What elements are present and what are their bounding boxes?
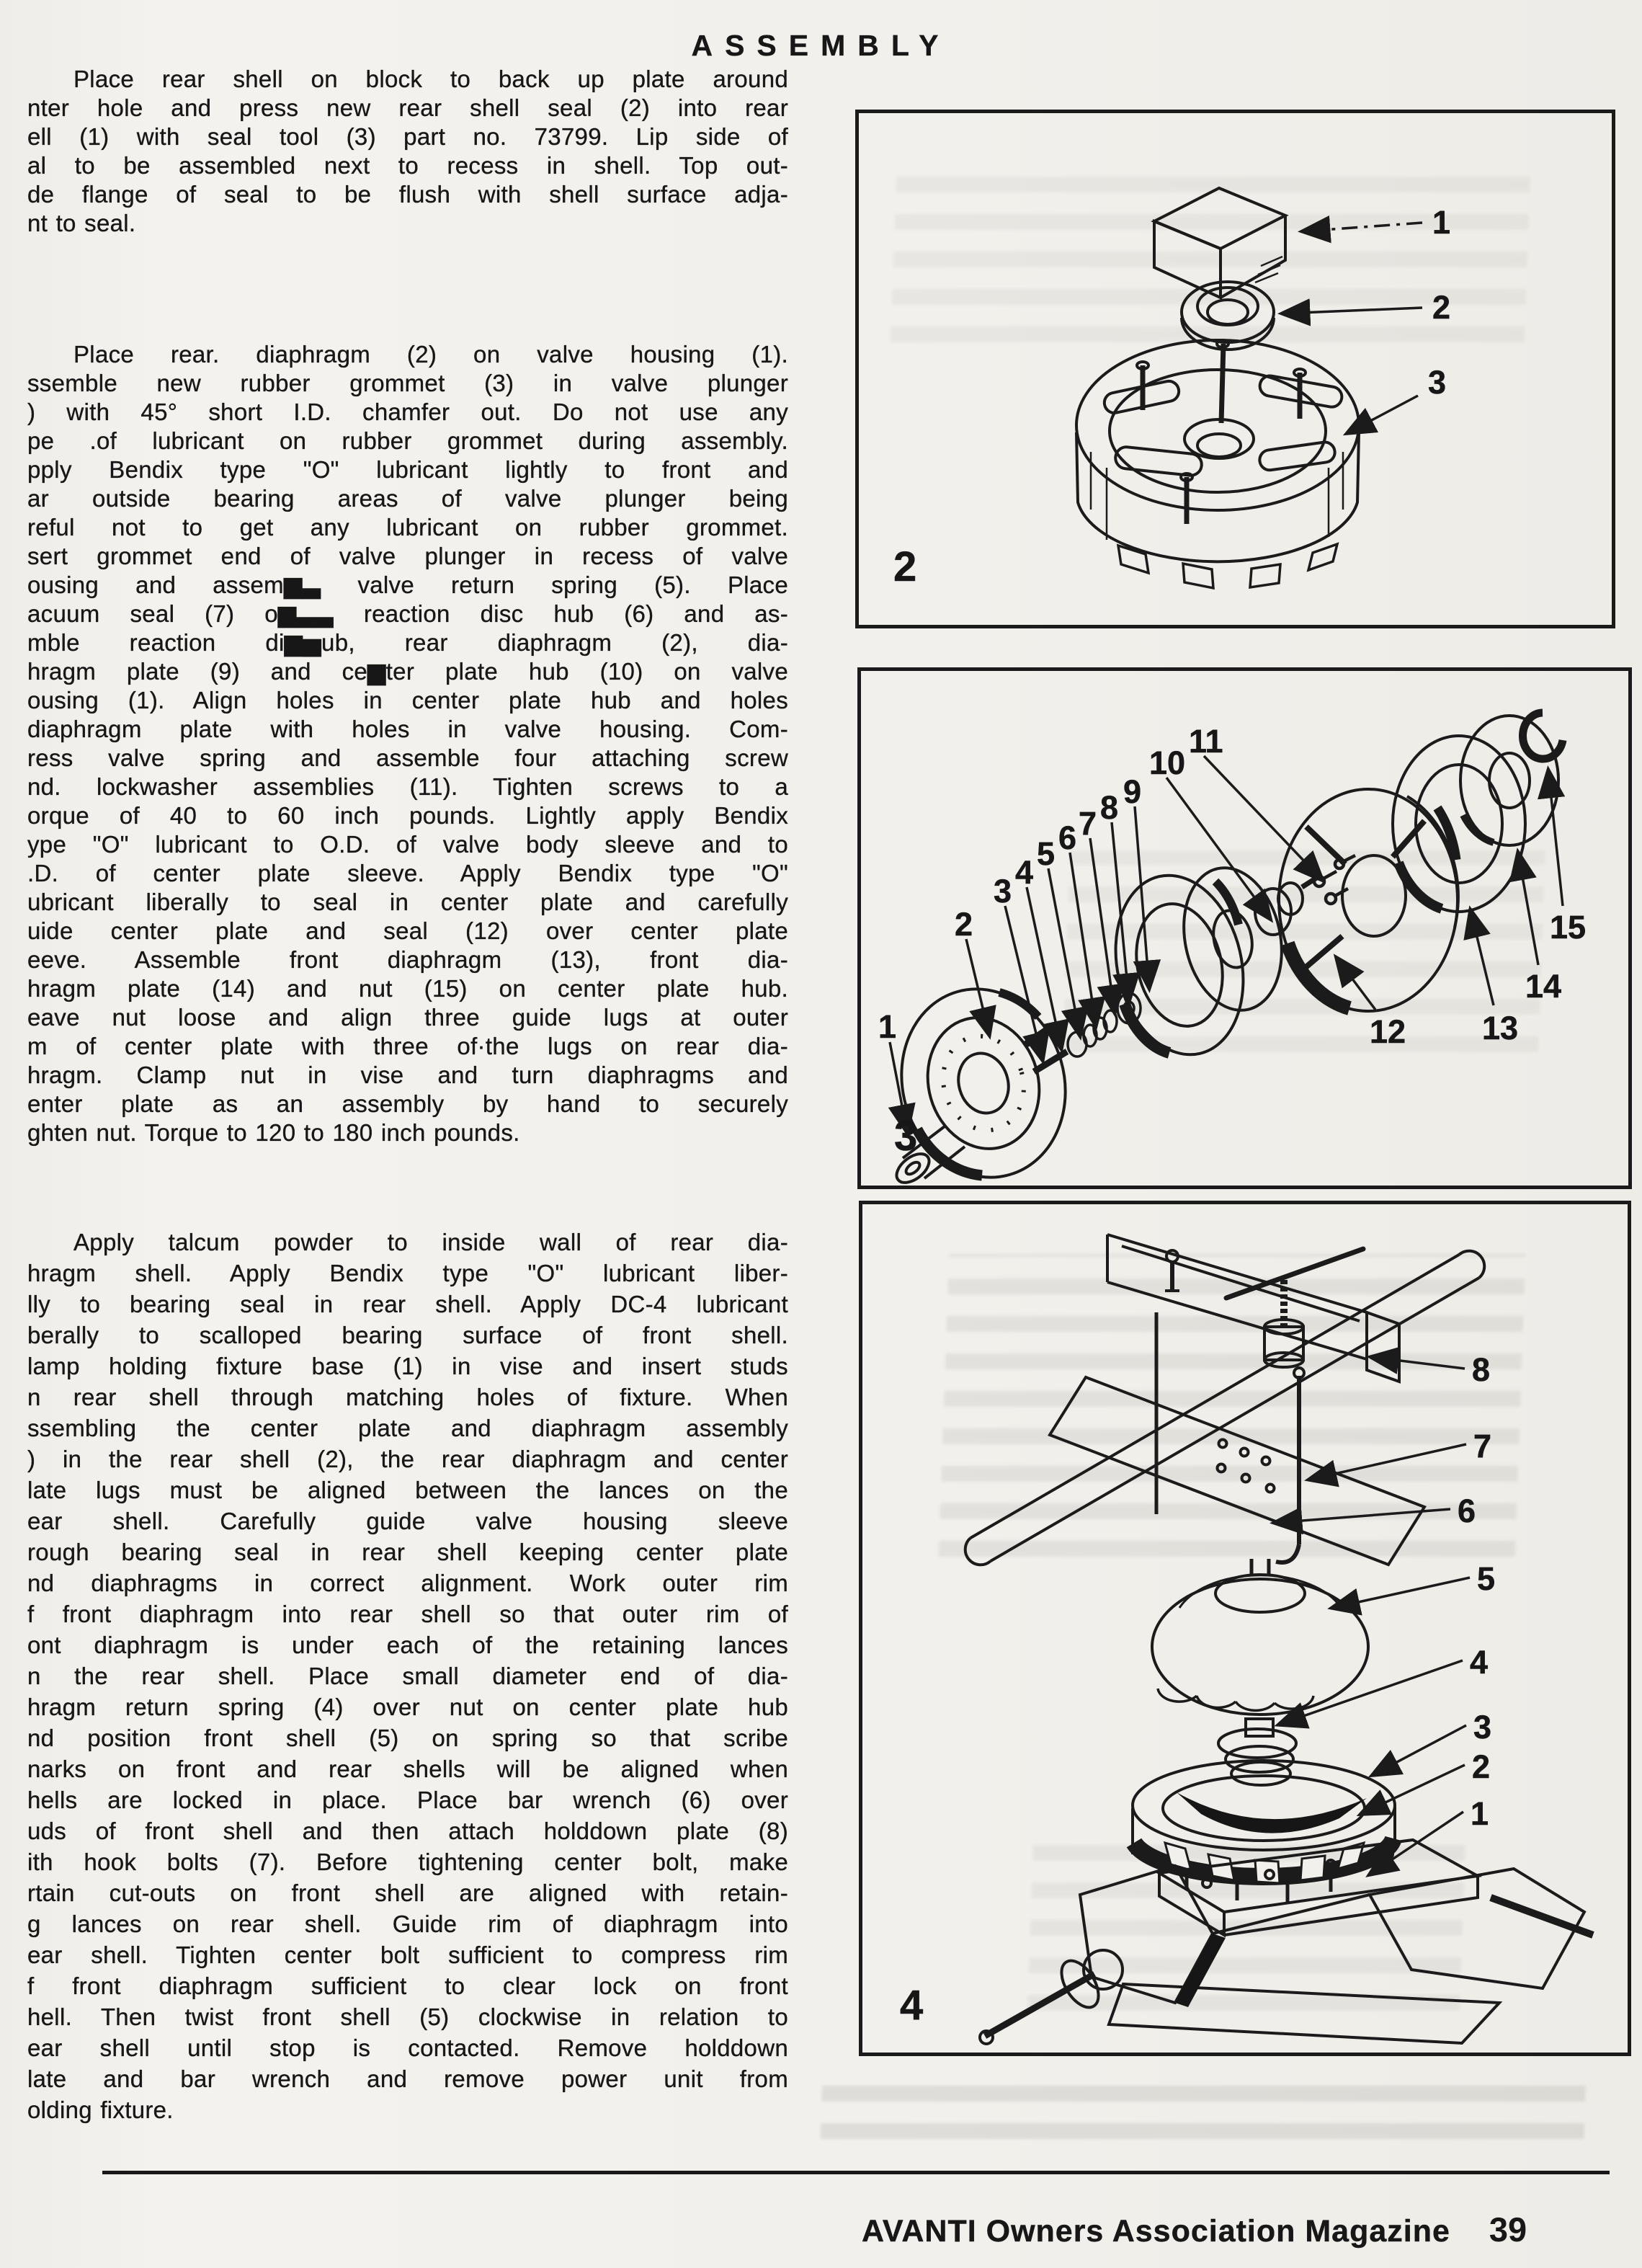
article-text-column: [27, 65, 788, 2125]
text-line: f front diaphragm sufficient to clear lock on front: [27, 1973, 788, 1999]
callout-label: 6: [1458, 1493, 1476, 1529]
figure-panel-holding-fixture-vise: [859, 1201, 1631, 2056]
text-line: Place rear. diaphragm (2) on valve housing (1).: [73, 341, 788, 368]
text-line: m of center plate with three of·the lugs on rear dia-: [27, 1033, 788, 1059]
callout-label: 6: [1058, 819, 1077, 856]
text-line: narks on front and rear shells will be aligned when: [27, 1756, 788, 1782]
callout-label: 13: [1482, 1010, 1519, 1046]
text-line: f front diaphragm into rear shell so that outer rim of: [27, 1601, 788, 1627]
paragraph: [27, 1227, 788, 2125]
text-line: enter plate as an assembly by hand to securely: [27, 1090, 788, 1117]
callout-arrows: [890, 756, 1563, 1132]
text-line: .D. of center plate sleeve. Apply Bendix type "O": [27, 860, 788, 886]
callout-label: 9: [1123, 773, 1142, 810]
callout-label: 4: [1470, 1644, 1489, 1681]
text-line: rtain cut-outs on front shell are aligned with retain-: [27, 1880, 788, 1906]
text-line: mble reaction di▆▅ub, rear diaphragm (2), dia-: [27, 629, 788, 656]
text-line: pply Bendix type "O" lubricant lightly to front and: [27, 456, 788, 483]
page-footer: [862, 2210, 1527, 2249]
callout-label: 15: [1550, 909, 1587, 946]
callout-label: 1: [878, 1008, 897, 1045]
text-line: al to be assembled next to recess in shell. Top out-: [27, 152, 788, 179]
vise-handle: [985, 1974, 1094, 2036]
callout-label: 8: [1100, 789, 1119, 826]
text-line: ont diaphragm is under each of the retaining lances: [27, 1632, 788, 1658]
callout-label: 2: [1472, 1748, 1491, 1785]
paragraph: [27, 65, 788, 238]
text-line: lamp holding fixture base (1) in vise and insert studs: [27, 1353, 788, 1379]
bleed-through-ghosting: [820, 2070, 1586, 2139]
text-line: ell (1) with seal tool (3) part no. 73799. Lip side of: [27, 123, 788, 150]
text-line: ssemble new rubber grommet (3) in valve plunger: [27, 370, 788, 396]
text-line: nd. lockwasher assemblies (11). Tighten screws to a: [27, 773, 788, 800]
callout-label: 8: [1472, 1351, 1491, 1388]
figure-number-label: 2: [893, 543, 917, 590]
text-line: Place rear shell on block to back up plate around: [73, 66, 788, 92]
text-line: berally to scalloped bearing surface of front shell.: [27, 1322, 788, 1348]
rear-shell-seal-drawing: [1182, 282, 1274, 423]
text-line: acuum seal (7) o▆▃▃ reaction disc hub (6) and as-: [27, 600, 788, 627]
text-line: nt to seal.: [27, 210, 136, 236]
callout-label: 4: [1015, 854, 1034, 891]
figure-panel-rear-seal-install: [855, 110, 1615, 628]
text-line: eave nut loose and align three guide lugs at outer: [27, 1004, 788, 1031]
text-line: hragm plate (14) and nut (15) on center plate hub.: [27, 975, 788, 1002]
figure-number-label: 4: [900, 1982, 924, 2029]
text-line: hragm plate (9) and ce▆ter plate hub (10) on valve: [27, 658, 788, 685]
text-line: nter hole and press new rear shell seal (2) into rear: [27, 94, 788, 121]
text-line: hragm return spring (4) over nut on center plate hub: [27, 1694, 788, 1720]
front-shell-dome-drawing: [1152, 1559, 1368, 1715]
text-line: rough bearing seal in rear shell keeping center plate: [27, 1539, 788, 1565]
text-line: n the rear shell. Place small diameter end of dia-: [27, 1663, 788, 1689]
text-line: hell. Then twist front shell (5) clockwise in relation to: [27, 2004, 788, 2030]
rear-diaphragm-and-plate-drawing: [1099, 858, 1318, 1067]
text-line: olding fixture.: [27, 2096, 174, 2123]
text-line: ress valve spring and assemble four attaching screw: [27, 744, 788, 771]
text-line: ear shell until stop is contacted. Remove holddown: [27, 2034, 788, 2061]
text-line: uds of front shell and then attach holddown plate (8): [27, 1818, 788, 1844]
rear-seal-install-illustration: [859, 113, 1612, 625]
text-line: ype "O" lubricant to O.D. of valve body sleeve and to: [27, 831, 788, 858]
text-line: reful not to get any lubricant on rubber grommet.: [27, 514, 788, 541]
text-line: ear shell. Tighten center bolt sufficient to compress rim: [27, 1942, 788, 1968]
text-line: hragm. Clamp nut in vise and turn diaphragms and: [27, 1062, 788, 1088]
text-line: pe .of lubricant on rubber grommet during assembly.: [27, 427, 788, 454]
text-line: Apply talcum powder to inside wall of rear dia-: [73, 1229, 788, 1255]
callout-label: 3: [994, 873, 1012, 910]
callout-label: 12: [1370, 1013, 1406, 1050]
text-line: hragm shell. Apply Bendix type "O" lubricant liber-: [27, 1260, 788, 1286]
callout-label: 1: [1432, 204, 1451, 241]
holding-fixture-vise-illustration: [862, 1204, 1628, 2053]
text-line: ) with 45° short I.D. chamfer out. Do not use any: [27, 399, 788, 425]
text-line: orque of 40 to 60 inch pounds. Lightly apply Bendix: [27, 802, 788, 829]
exploded-power-unit-illustration: [861, 671, 1628, 1186]
footer-magazine-title: AVANTI Owners Association Magazine: [862, 2214, 1450, 2249]
figure-number-label: 3: [894, 1113, 918, 1160]
text-line: hells are locked in place. Place bar wrench (6) over: [27, 1787, 788, 1813]
callout-label: 2: [955, 906, 973, 943]
holddown-plate-drawing: [1107, 1235, 1399, 1382]
callout-label: 3: [1428, 364, 1447, 401]
paragraph: [27, 340, 788, 1147]
callout-label: 3: [1473, 1709, 1492, 1746]
callout-arrows: [1275, 1357, 1470, 1875]
text-line: late and bar wrench and remove power unit from: [27, 2065, 788, 2092]
text-line: ubricant liberally to seal in center plate and carefully: [27, 889, 788, 915]
callout-label: 5: [1477, 1560, 1496, 1597]
text-line: late lugs must be aligned between the lances on the: [27, 1477, 788, 1503]
text-line: g lances on rear shell. Guide rim of diaphragm into: [27, 1911, 788, 1937]
nut-drawing: [1522, 713, 1563, 759]
text-line: ousing (1). Align holes in center plate hub and holes: [27, 687, 788, 713]
figure-panel-exploded-power-unit: [857, 667, 1632, 1189]
text-line: ousing and assem▆▃ valve return spring (5). Place: [27, 572, 788, 598]
rear-shell-drawing: [1076, 340, 1359, 588]
callout-label: 1: [1471, 1795, 1489, 1832]
front-diaphragm-and-plate-drawing: [1393, 713, 1563, 912]
text-line: ear shell. Carefully guide valve housing sleeve: [27, 1508, 788, 1534]
text-line: eeve. Assemble front diaphragm (13), front dia-: [27, 946, 788, 973]
footer-rule: [102, 2171, 1610, 2174]
text-line: ) in the rear shell (2), the rear diaphragm and center: [27, 1446, 788, 1472]
text-line: ar outside bearing areas of valve plunger being: [27, 485, 788, 512]
text-line: diaphragm plate with holes in valve housing. Com-: [27, 716, 788, 742]
text-line: de flange of seal to be flush with shell surface adja-: [27, 181, 788, 208]
callout-label: 5: [1037, 835, 1056, 872]
callout-label: 7: [1473, 1428, 1492, 1464]
callout-label: 2: [1432, 289, 1451, 326]
callout-label: 14: [1525, 968, 1562, 1005]
footer-page-number: 39: [1489, 2210, 1527, 2249]
page-title: ASSEMBLY: [691, 29, 951, 62]
callout-label: 7: [1079, 805, 1097, 842]
text-line: ghten nut. Torque to 120 to 180 inch pounds.: [27, 1119, 520, 1146]
callout-label: 10: [1149, 744, 1186, 781]
text-line: lly to bearing seal in rear shell. Apply DC-4 lubricant: [27, 1291, 788, 1317]
text-line: n rear shell through matching holes of fixture. When: [27, 1384, 788, 1410]
text-line: nd position front shell (5) on spring so that scribe: [27, 1725, 788, 1751]
text-line: ith hook bolts (7). Before tightening center bolt, make: [27, 1849, 788, 1875]
text-line: nd diaphragms in correct alignment. Work outer rim: [27, 1570, 788, 1596]
hook-bolt: [1276, 1376, 1299, 1562]
callout-label: 11: [1189, 723, 1223, 760]
text-line: ssembling the center plate and diaphragm assembly: [27, 1415, 788, 1441]
text-line: sert grommet end of valve plunger in recess of valve: [27, 543, 788, 569]
text-line: uide center plate and seal (12) over center plate: [27, 917, 788, 944]
